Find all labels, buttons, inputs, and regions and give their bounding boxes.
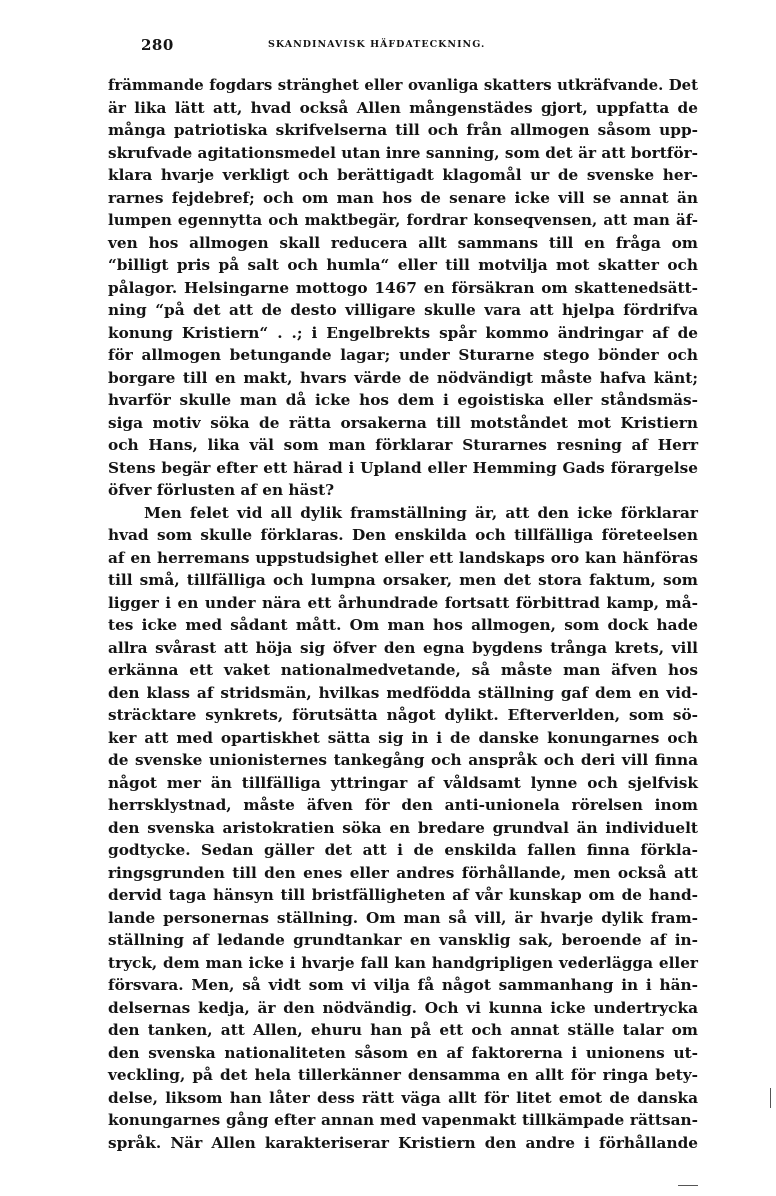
text-line: ställning af ledande grundtankar en vansklig sak, beroende af in- <box>108 931 698 949</box>
text-line: tes icke med sådant mått. Om man hos allmogen, som dock hade <box>108 616 698 634</box>
text-line: något mer än tillfälliga yttringar af våldsamt lynne och sjelfvisk <box>108 773 698 792</box>
text-line: pålagor. Helsingarne mottogo 1467 en försäkran om skattenedsätt- <box>108 278 698 297</box>
text-line: ker att med opartiskhet sätta sig in i de danske konungarnes och <box>108 728 698 747</box>
text-line: skrufvade agitationsmedel utan inre sanning, som det är att bortför- <box>108 143 698 162</box>
text-line: hvarför skulle man då icke hos dem i egoistiska eller ståndsmäs- <box>108 391 698 409</box>
text-line: för allmogen betungande lagar; under Sturarne stego bönder och <box>108 346 698 364</box>
text-line: “billigt pris på salt och humla“ eller till motvilja mot skatter och <box>108 256 698 274</box>
page-edge-mark <box>770 1088 771 1108</box>
text-line: den svenska aristokratien söka en bredare grundval än individuelt <box>108 818 698 837</box>
text-line: borgare till en makt, hvars värde de nödvändigt måste hafva känt; <box>108 368 698 387</box>
page-number: 280 <box>141 36 174 54</box>
text-line: den tanken, att Allen, ehuru han på ett och annat ställe talar om <box>108 1021 698 1039</box>
text-line: erkänna ett vaket nationalmedvetande, så måste man äfven hos <box>108 661 698 679</box>
text-line: godtycke. Sedan gäller det att i de enskilda fallen finna förkla- <box>108 841 698 859</box>
text-line: hvad som skulle förklaras. Den enskilda och tillfälliga företeelsen <box>108 526 698 544</box>
text-line: den svenska nationaliteten såsom en af faktorerna i unionens ut- <box>108 1043 698 1062</box>
text-line: allra svårast att höja sig öfver den egna bygdens trånga krets, vill <box>108 638 698 657</box>
text-line: herrsklystnad, måste äfven för den anti-unionela rörelsen inom <box>108 796 698 814</box>
text-line: de svenske unionisternes tankegång och anspråk och deri vill finna <box>108 751 698 769</box>
text-line: delse, liksom han låter dess rätt väga allt för litet emot de danska <box>108 1088 698 1107</box>
page-header <box>108 36 696 58</box>
text-line: Stens begär efter ett härad i Upland eller Hemming Gads förargelse <box>108 458 698 477</box>
body-text <box>108 74 698 1154</box>
text-line: sträcktare synkrets, förutsätta något dylikt. Efterverlden, som sö- <box>108 706 698 724</box>
text-line: många patriotiska skrifvelserna till och från allmogen såsom upp- <box>108 121 698 139</box>
text-line: delsernas kedja, är den nödvändig. Och vi kunna icke undertrycka <box>108 998 698 1017</box>
text-line: försvara. Men, så vidt som vi vilja få något sammanhang in i hän- <box>108 976 698 994</box>
text-line: ning “på det att de desto villigare skulle vara att hjelpa fördrifva <box>108 301 698 319</box>
text-line: den klass af stridsmän, hvilkas medfödda ställning gaf dem en vid- <box>108 683 698 702</box>
text-line: siga motiv söka de rätta orsakerna till motståndet mot Kristiern <box>108 413 698 432</box>
text-line: lumpen egennytta och maktbegär, fordrar konseqvensen, att man äf- <box>108 211 698 229</box>
text-line: ringsgrunden till den enes eller andres förhållande, men också att <box>108 863 698 882</box>
text-line: tryck, dem man icke i hvarje fall kan handgripligen vederlägga eller <box>108 953 698 972</box>
text-line: är lika lätt att, hvad också Allen mångenstädes gjort, uppfatta de <box>108 98 698 117</box>
text-line: till små, tillfälliga och lumpna orsaker, men det stora faktum, som <box>108 571 698 589</box>
text-line: ligger i en under nära ett århundrade fortsatt förbittrad kamp, må- <box>108 593 698 612</box>
running-head: SKANDINAVISK HÄFDATECKNING. <box>268 39 486 50</box>
text-line: rarnes fejdebref; och om man hos de senare icke vill se annat än <box>108 188 698 207</box>
text-line: af en herremans uppstudsighet eller ett landskaps oro kan hänföras <box>108 548 698 567</box>
text-line: veckling, på det hela tillerkänner densamma en allt för ringa bety- <box>108 1066 698 1084</box>
text-line: dervid taga hänsyn till bristfälligheten af vår kunskap om de hand- <box>108 886 698 904</box>
text-line: klara hvarje verkligt och berättigadt klagomål ur de svenske her- <box>108 166 698 184</box>
text-line: lande personernas ställning. Om man så vill, är hvarje dylik fram- <box>108 908 698 927</box>
text-line: öfver förlusten af en häst? <box>108 481 335 499</box>
text-line: språk. När Allen karakteriserar Kristiern den andre i förhållande <box>108 1133 698 1152</box>
text-line: konungarnes gång efter annan med vapenmakt tillkämpade rättsan- <box>108 1111 698 1129</box>
text-line: främmande fogdars stränghet eller ovanliga skatters utkräfvande. Det <box>108 76 698 94</box>
text-line: ven hos allmogen skall reducera allt sammans till en fråga om <box>108 233 698 252</box>
page-edge-mark <box>678 1185 698 1186</box>
text-line: och Hans, lika väl som man förklarar Sturarnes resning af Herr <box>108 436 698 454</box>
text-line: konung Kristiern“ . .; i Engelbrekts spår kommo ändringar af de <box>108 323 698 342</box>
text-line: Men felet vid all dylik framställning är, att den icke förklarar <box>144 503 698 522</box>
